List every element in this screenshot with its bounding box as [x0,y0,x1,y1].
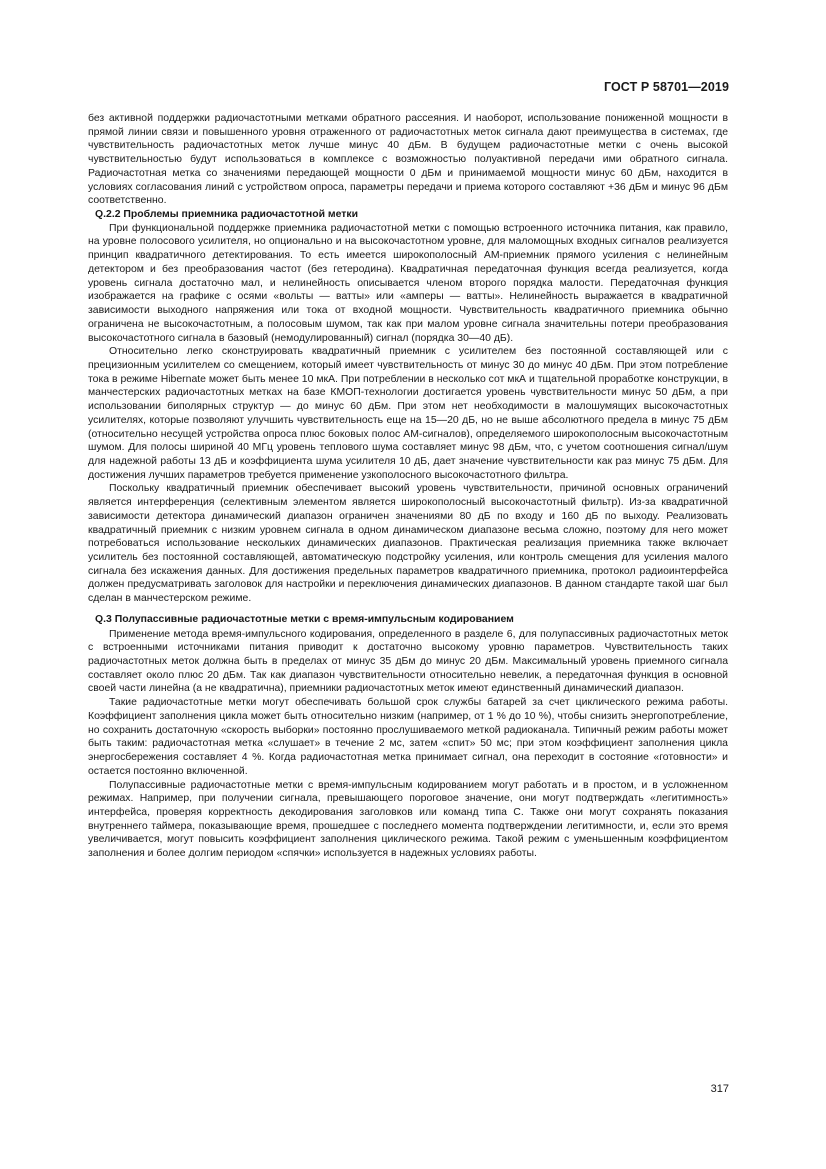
page-number: 317 [710,1083,729,1095]
intro-paragraph: без активной поддержки радиочастотными метками обратного рассеяния. И наоборот, использование пониженной мощности в прямой линии связи и повышенного уровня отраженного от радиочастотных меток сигнала дают преимущества в системах, где чувствительность радиочастотных меток лучше минус 40 дБм. В будущем радиочастотные метки с очень высокой чувствительностью будут использоваться в комплексе с возможностью полуактивной передачи ими обратного сигнала. Радиочастотная метка со значениями передающей мощности 0 дБм и принимаемой мощности минус 60 дБм, находится в условиях согласования линий с устройством опроса, параметры передачи и приема которого составляют +36 дБм и минус 96 дБм соответственно. [88,113,728,207]
standard-header: ГОСТ Р 58701—2019 [603,80,729,94]
paragraph: Такие радиочастотные метки могут обеспечивать большой срок службы батарей за счет циклического режима работы. Коэффициент заполнения цикла может быть относительно низким (например, от 1 % до 10 %), чтобы снизить энергопотребление, но сохранить достаточную «скорость выборки» постоянно прослушиваемого меткой радиоканала. Типичный режим работы может быть таким: радиочастотная метка «слушает» в течение 2 мс, затем «спит» 50 мс; при этом коэффициент заполнения цикла энергосбережения составляет 4 %. Когда радиочастотная метка принимает сигнал, она переходит в состояние «готовности» и остается постоянно включенной. [88,697,728,777]
paragraph: Полупассивные радиочастотные метки с время-импульсным кодированием могут работать и в простом, и в усложненном режимах. Например, при получении сигнала, превышающего пороговое значение, они могут подтверждать «легитимность» интерфейса, проверяя корректность декодирования заголовков или команд типа С. Также они могут сохранять показания внутреннего таймера, показывающие время, прошедшее с последнего момента подтверждении легитимности, и, если это время увеличивается, могут повысить коэффициент заполнения циклического режима. Такой режим с уменьшенным коэффициентом заполнения и более долгим периодом «спячки» используется в надежных условиях работы. [88,779,728,860]
document-body [88,112,728,861]
section-heading-q3: Q.3 Полупассивные радиочастотные метки с время-импульсным кодированием [95,613,514,625]
paragraph: Поскольку квадратичный приемник обеспечивает высокий уровень чувствительности, причиной основных ограничений является интерференция (селективным элементом является широкополосный высокочастотный фильтр). Из-за квадратичной зависимости детектора динамический диапазон ограничен значениями 80 дБ по входу и 160 дБ по выходу. Реализовать квадратичный приемник с низким уровнем сигнала в одном динамическом диапазоне весьма сложно, поэтому для него может потребоваться использование нескольких динамических диапазонов. Практическая реализация приемника также включает усилитель без постоянной составляющей, автоматическую подстройку усиления, или контроль смещения для усиления малого сигнала без искажения данных. Для достижения предельных параметров квадратичного приемника, протокол радиоинтерфейса должен предусматривать заголовок для настройки и переключения динамических диапазонов. В данном стандарте такой шаг был сделан в манчестерском режиме. [88,483,728,605]
paragraph: Относительно легко сконструировать квадратичный приемник с усилителем без постоянной составляющей или с прецизионным усилителем со смещением, который имеет чувствительность от минус 30 до минус 40 дБм. При этом потребление тока в режиме Hibernate может быть менее 10 мкА. При потреблении в несколько сот мкА и тщательной проработке конструкции, в манчестерских радиочастотных метках на базе КМОП-технологии достигается уровень чувствительности минус 50 дБм, а при использовании биполярных структур — до минус 60 дБм. При этом нет необходимости в малошумящих высокочастотных усилителях, которые позволяют улучшить чувствительность еще на 15—20 дБ, но не выше абсолютного предела в минус 75 дБм (относительно несущей устройства опроса плюс боковых полос АМ-сигналов), определяемого широкополосным высокочастотным шумом. Для полосы шириной 40 МГц уровень теплового шума составляет минус 98 дБм, что, с учетом соотношения сигнал/шум для надежной работы 13 дБ и коэффициента шума усилителя 10 дБ, дает значение чувствительности как раз минус 75 дБм. Для достижения лучших параметров требуется применение узкополосного высокочастотного фильтра. [88,346,728,481]
paragraph: Применение метода время-импульсного кодирования, определенного в разделе 6, для полупассивных радиочастотных меток с встроенными источниками питания приводит к достаточно высокому уровню параметров. Чувствительность таких радиочастотных меток должна быть в пределах от минус 35 дБм до минус 20 дБм. Максимальный уровень приемного сигнала составляет около плюс 20 дБм. Так как диапазон чувствительности относительно невелик, а передаточная функция в основной своей части линейна (а не квадратична), приемники радиочастотных меток имеют единственный динамический диапазон. [88,628,728,695]
section-heading-q22: Q.2.2 Проблемы приемника радиочастотной метки [95,209,359,221]
paragraph: При функциональной поддержке приемника радиочастотной метки с помощью встроенного источника питания, как правило, на уровне полосового усилителя, но опционально и на высокочастотном уровне, для маломощных входных сигналов реализуется принцип квадратичного детектирования. То есть имеется широкополосный АМ-приемник прямого усиления с нелинейным детектором и без преобразования частот (без гетеродина). Квадратичная передаточная функция всегда реализуется, когда уровень сигнала достаточно мал, и нелинейность описывается членом второго порядка малости. Передаточная функция изображается на графике с осями «вольты — ватты» или «амперы — ватты». Нелинейность выражается в квадратичной зависимости выходного напряжения или тока от входной мощности. Чувствительность квадратичного приемника обычно ограничена не высокочастотным, а полосовым шумом, так как при малом уровне сигнала значительны потери преобразования высокочастотного сигнала в базовый (немодулированный) сигнал (порядка 30—40 дБ). [88,222,728,344]
